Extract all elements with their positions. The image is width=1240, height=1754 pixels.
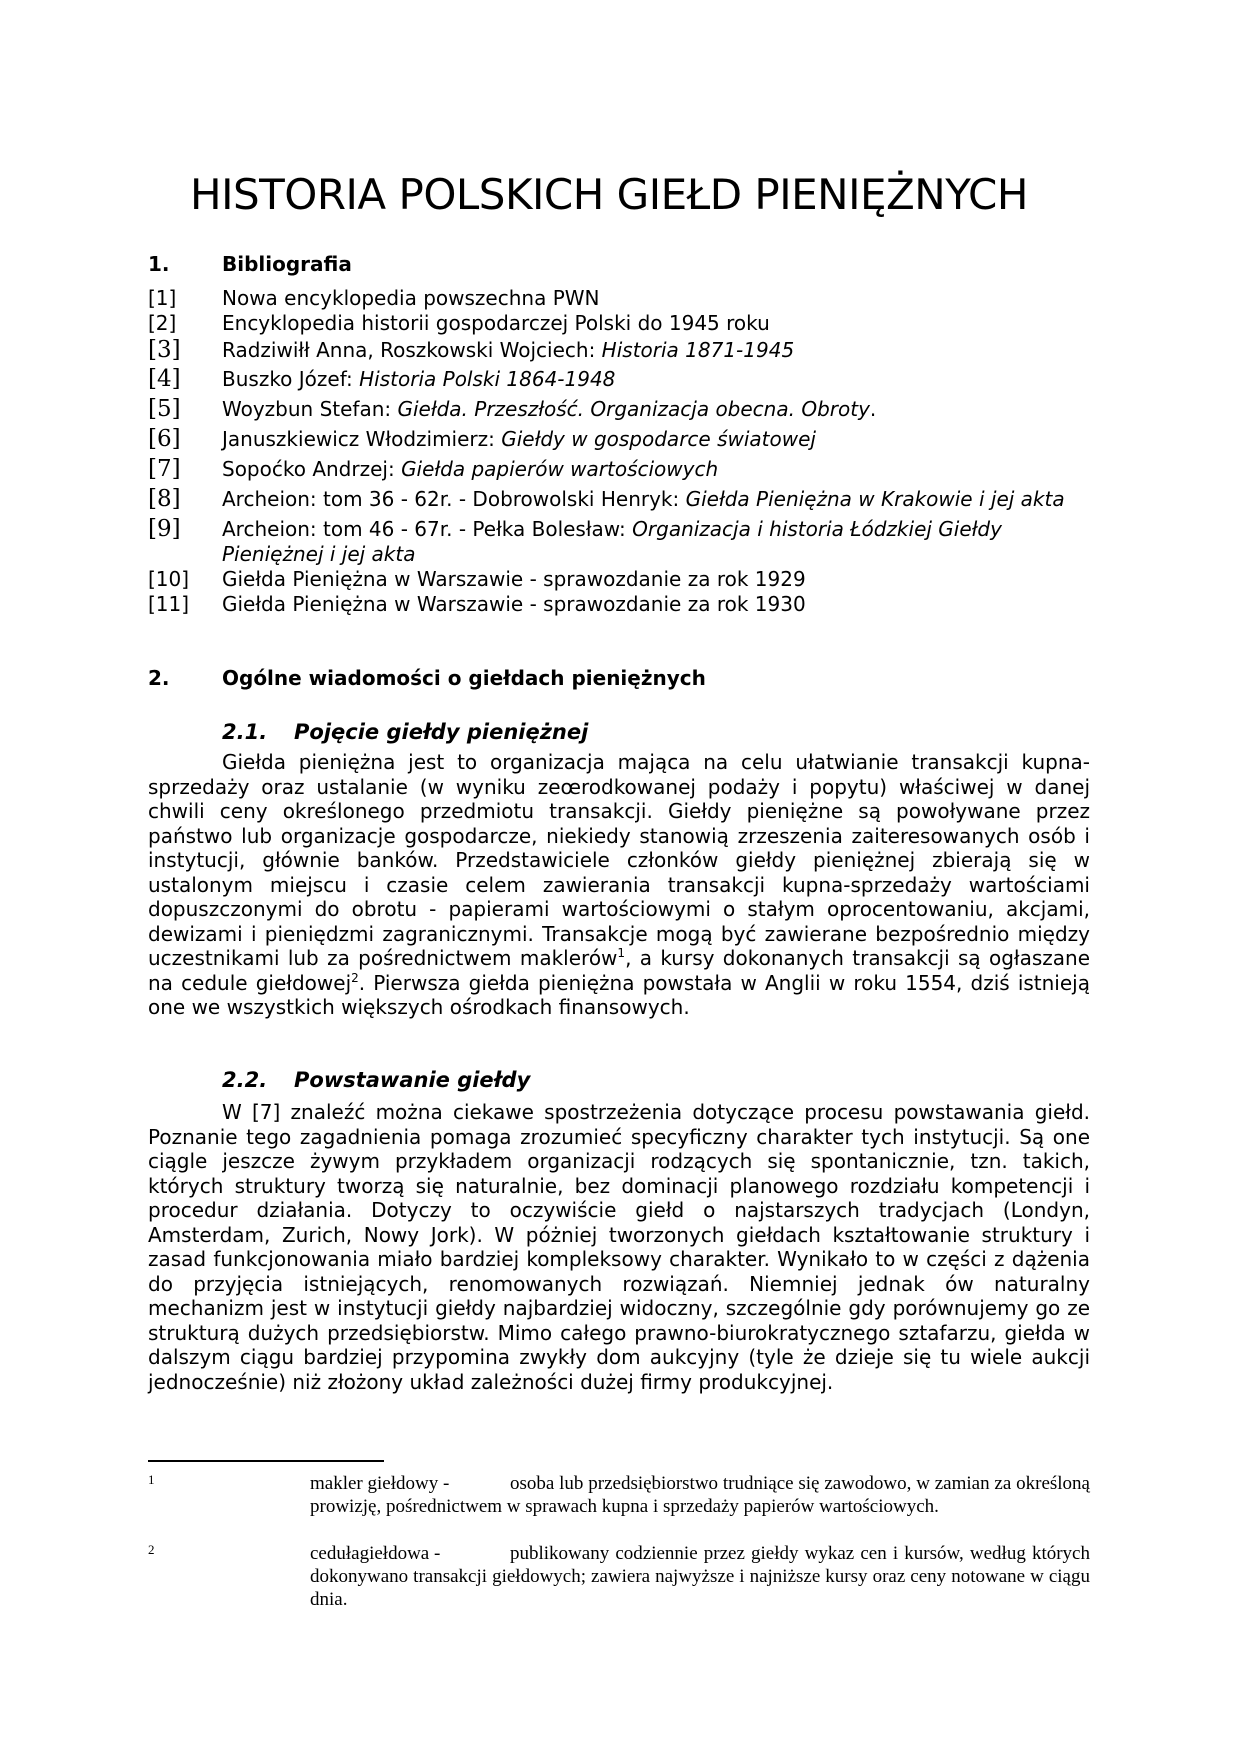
- bibliography-item: [148, 427, 1090, 452]
- section-title: Ogólne wiadomości o giełdach pieniężnych: [222, 666, 706, 690]
- bibliography-item: [148, 338, 1090, 363]
- bibliography-text: Giełda Pieniężna w Warszawie - sprawozdanie za rok 1930: [222, 592, 806, 616]
- bibliography-text: Nowa encyklopedia powszechna PWN: [222, 286, 600, 310]
- subsection-title: Powstawanie giełdy: [294, 1068, 531, 1092]
- bibliography-item: [148, 397, 1090, 422]
- subsection-2-2-heading: [222, 1068, 530, 1092]
- footnote-number: 1: [148, 1472, 155, 1487]
- bibliography-item: [148, 487, 1090, 512]
- bibliography-number: [8]: [148, 486, 181, 512]
- bibliography-number: [2]: [148, 311, 177, 335]
- subsection-title: Pojęcie giełdy pieniężnej: [294, 720, 589, 744]
- bibliography-text: Giełda Pieniężna w Warszawie - sprawozdanie za rok 1929: [222, 567, 806, 591]
- bibliography-item: [148, 311, 1090, 336]
- bibliography-text: Archeion: tom 36 - 62r. - Dobrowolski Henryk: Giełda Pieniężna w Krakowie i jej akta: [222, 487, 1065, 511]
- bibliography-text: Radziwiłł Anna, Roszkowski Wojciech: Historia 1871-1945: [222, 338, 795, 362]
- bibliography-number: [11]: [148, 592, 190, 616]
- footnote-ref-2: 2: [351, 970, 359, 985]
- bibliography-number: [6]: [148, 426, 181, 452]
- bibliography-text: Encyklopedia historii gospodarczej Polski do 1945 roku: [222, 311, 770, 335]
- footnote-separator: [148, 1460, 384, 1462]
- section-title: Bibliografia: [222, 252, 352, 276]
- bibliography-text: Januszkiewicz Włodzimierz: Giełdy w gospodarce światowej: [222, 427, 816, 451]
- bibliography-text: Archeion: tom 46 - 67r. - Pełka Bolesław: Organizacja i historia Łódzkiej Giełdy Pieniężnej i jej akta: [222, 517, 1002, 566]
- bibliography-text: Sopoćko Andrzej: Giełda papierów wartościowych: [222, 457, 719, 481]
- bibliography-item: [148, 457, 1090, 482]
- footnote-2: [148, 1542, 1090, 1611]
- bibliography-number: [5]: [148, 396, 181, 422]
- footnote-ref-1: 1: [617, 946, 626, 960]
- bibliography-text: Buszko Józef: Historia Polski 1864-1948: [222, 367, 616, 391]
- bibliography-item: [148, 592, 1090, 617]
- footnote-text: cedułagiełdowa - publikowany codziennie przez giełdy wykaz cen i kursów, według których dokonywano transakcji giełdowych; zawiera najwyższe i najniższe kursy oraz ceny notowane w ciągu dnia.: [310, 1543, 1090, 1610]
- subsection-number: 2.2.: [222, 1068, 268, 1092]
- document-title: HISTORIA POLSKICH GIEŁD PIENIĘŻNYCH: [190, 170, 1028, 220]
- footnote-text: makler giełdowy - osoba lub przedsiębiorstwo trudniące się zawodowo, w zamian za określoną prowizję, pośrednictwem w sprawach kupna i sprzedaży papierów wartościowych.: [310, 1473, 1090, 1517]
- bibliography-number: [9]: [148, 516, 181, 542]
- bibliography-item: [148, 567, 1090, 592]
- section-number: 1.: [148, 252, 170, 276]
- footnote-1: [148, 1472, 1090, 1518]
- subsection-number: 2.1.: [222, 720, 268, 744]
- bibliography-text: Woyzbun Stefan: Giełda. Przeszłość. Organizacja obecna. Obroty.: [222, 397, 877, 421]
- bibliography-number: [10]: [148, 567, 190, 591]
- subsection-2-1-heading: [222, 720, 588, 744]
- bibliography-number: [1]: [148, 286, 177, 310]
- bibliography-item: [148, 517, 1090, 567]
- bibliography-item: [148, 286, 1090, 311]
- footnote-number: 2: [148, 1542, 155, 1557]
- bibliography-number: [7]: [148, 456, 181, 482]
- paragraph-2-1: Giełda pieniężna jest to organizacja mająca na celu ułatwianie transakcji kupna-sprzedaży oraz ustalanie (w wyniku zeœrodkowanej podaży i popytu) właściwej w danej chwili ceny określonego przedmiotu transakcji. Giełdy pieniężne są powoływane przez państwo lub organizacje gospodarcze, niekiedy stanowią zrzeszenia zaiteresowanych osób i instytucji, głównie banków. Przedstawiciele członków giełdy pieniężnej zbierają się w ustalonym miejscu i czasie celem zawierania transakcji kupna-sprzedaży wartościami dopuszczonymi do obrotu - papierami wartościowymi o stałym oprocentowaniu, akcjami, dewizami i pieniędzmi zagranicznymi. Transakcje mogą być zawierane bezpośrednio między uczestnikami lub za pośrednictwem maklerów$^1$, a kursy dokonanych transakcji są ogłaszane na cedule giełdowej$^2$. Pierwsza giełda pieniężna powstała w Anglii w roku 1554, dziś istnieją one we wszystkich większych ośrodkach finansowych.: [148, 750, 1090, 1019]
- paragraph-2-2: W [7] znaleźć można ciekawe spostrzeżenia dotyczące procesu powstawania giełd. Poznanie tego zagadnienia pomaga zrozumieć specyficzny charakter tych instytucji. Są one ciągle jeszcze żywym przykładem organizacji rodzących się spontanicznie, tzn. takich, których struktury tworzą się naturalnie, bez dominacji planowego rozdziału kompetencji i procedur działania. Dotyczy to oczywiście giełd o najstarszych tradycjach (Londyn, Amsterdam, Zurich, Nowy Jork). W póżniej tworzonych giełdach kształtowanie struktury i zasad funkcjonowania miało bardziej kompleksowy charakter. Wynikało to w części z dążenia do przyjęcia istniejących, renomowanych rozwiązań. Niemniej jednak ów naturalny mechanizm jest w instytucji giełdy najbardziej widoczny, szczególnie gdy porównujemy go ze strukturą dużych przedsiębiorstw. Mimo całego prawno-biurokratycznego sztafarzu, giełda w dalszym ciągu bardziej przypomina zwykły dom aukcyjny (tyle że dzieje się tu wiele aukcji jednocześnie) niż złożony układ zależności dużej firmy produkcyjnej.: [148, 1100, 1090, 1394]
- bibliography-item: [148, 367, 1090, 392]
- bibliography-list: [148, 286, 1090, 617]
- bibliography-number: [3]: [148, 337, 181, 363]
- section-number: 2.: [148, 666, 170, 690]
- bibliography-number: [4]: [148, 366, 181, 392]
